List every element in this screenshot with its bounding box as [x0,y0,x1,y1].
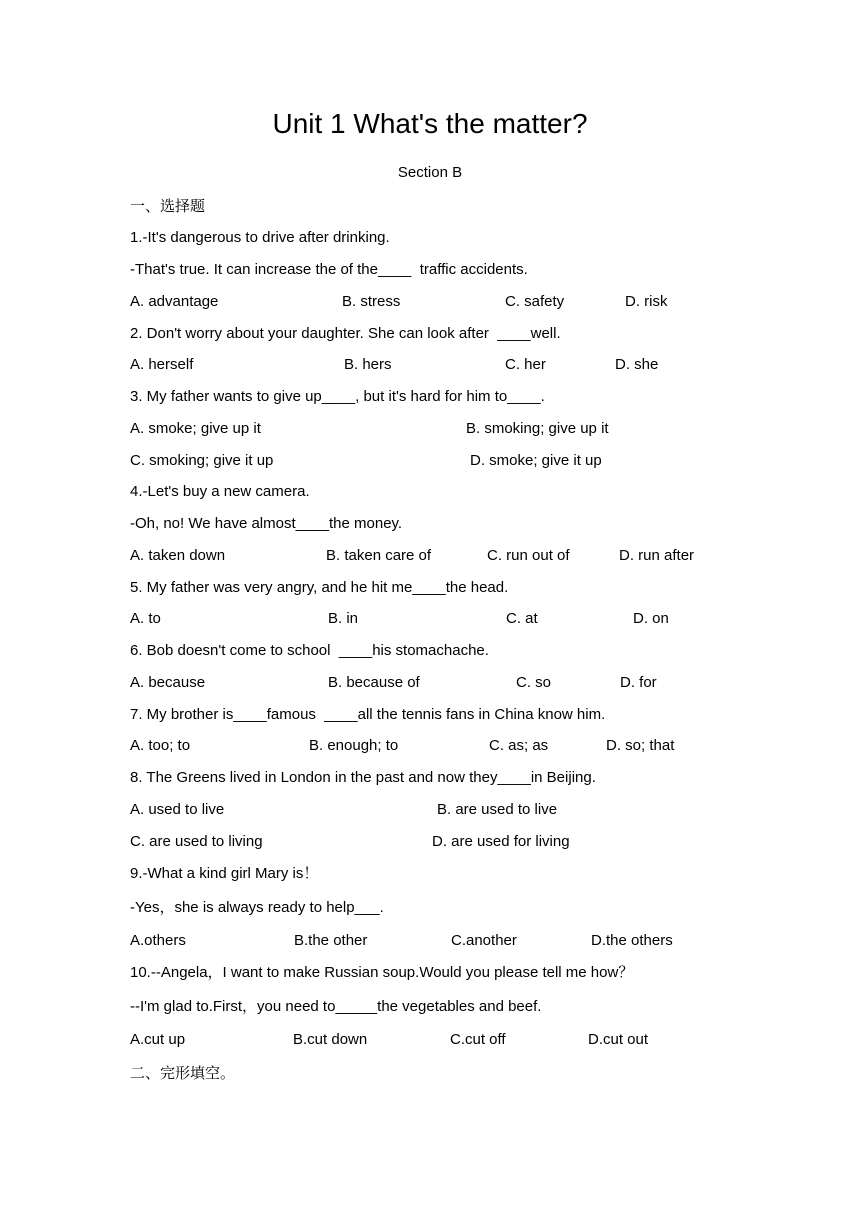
question-10-line-1: 10.--Angela，I want to make Russian soup.Would you please tell me how？ [130,964,634,981]
question-1-line-2: -That's true. It can increase the of the____ traffic accidents. [130,261,528,278]
question-1-option-c: C. safety [505,293,565,310]
question-10-option-d: D.cut out [588,1031,649,1048]
question-2-line-1: 2. Don't worry about your daughter. She can look after ____well. [130,325,561,342]
question-5-option-a: A. to [130,610,161,627]
question-3-option-b: B. smoking; give up it [466,420,609,437]
question-3-line-1: 3. My father wants to give up____, but it's hard for him to____. [130,388,545,405]
question-8-option-c: C. are used to living [130,833,263,850]
question-1-option-b: B. stress [342,293,401,310]
question-10-option-a: A.cut up [130,1031,186,1048]
question-5-line-1: 5. My father was very angry, and he hit me____the head. [130,579,509,596]
question-9-line-2: -Yes，she is always ready to help___. [130,899,384,916]
question-4-option-d: D. run after [619,547,695,564]
question-10-option-b: B.cut down [293,1031,368,1048]
question-4-line-2: -Oh, no! We have almost____the money. [130,515,403,532]
question-9-option-a: A.others [130,932,186,949]
question-7-option-d: D. so; that [606,737,675,754]
question-5-option-c: C. at [506,610,538,627]
question-6-option-c: C. so [516,674,552,691]
section-heading-choice: 一、选择题 [130,197,206,215]
question-4-option-c: C. run out of [487,547,570,564]
page-subtitle: Section B [397,164,463,181]
question-3-option-d: D. smoke; give it up [470,452,602,469]
question-8-option-b: B. are used to live [437,801,558,818]
question-2-option-b: B. hers [344,356,392,373]
question-10-line-2: --I'm glad to.First，you need to_____the vegetables and beef. [130,998,542,1015]
question-7-option-b: B. enough; to [309,737,399,754]
question-8-option-a: A. used to live [130,801,225,818]
question-1-option-a: A. advantage [130,293,219,310]
question-2-option-c: C. her [505,356,546,373]
question-9-option-c: C.another [451,932,517,949]
question-4-line-1: 4.-Let's buy a new camera. [130,483,310,500]
question-7-line-1: 7. My brother is____famous ____all the tennis fans in China know him. [130,706,606,723]
question-1-line-1: 1.-It's dangerous to drive after drinking. [130,229,390,246]
question-6-option-b: B. because of [328,674,420,691]
section-heading-cloze: 二、完形填空。 [130,1064,236,1082]
question-8-option-d: D. are used for living [432,833,570,850]
question-1-option-d: D. risk [625,293,668,310]
page-title: Unit 1 What's the matter? [272,108,588,139]
question-9-option-b: B.the other [294,932,368,949]
question-8-line-1: 8. The Greens lived in London in the past and now they____in Beijing. [130,769,596,786]
question-6-line-1: 6. Bob doesn't come to school ____his stomachache. [130,642,489,659]
question-3-option-c: C. smoking; give it up [130,452,274,469]
question-4-option-a: A. taken down [130,547,226,564]
question-5-option-d: D. on [633,610,669,627]
question-10-option-c: C.cut off [450,1031,506,1048]
question-6-option-a: A. because [130,674,206,691]
question-4-option-b: B. taken care of [326,547,432,564]
question-2-option-a: A. herself [130,356,194,373]
question-7-option-c: C. as; as [489,737,549,754]
question-7-option-a: A. too; to [130,737,191,754]
question-3-option-a: A. smoke; give up it [130,420,261,437]
question-9-option-d: D.the others [591,932,673,949]
question-6-option-d: D. for [620,674,657,691]
question-2-option-d: D. she [615,356,659,373]
question-9-line-1: 9.-What a kind girl Mary is！ [130,865,319,882]
question-5-option-b: B. in [328,610,359,627]
